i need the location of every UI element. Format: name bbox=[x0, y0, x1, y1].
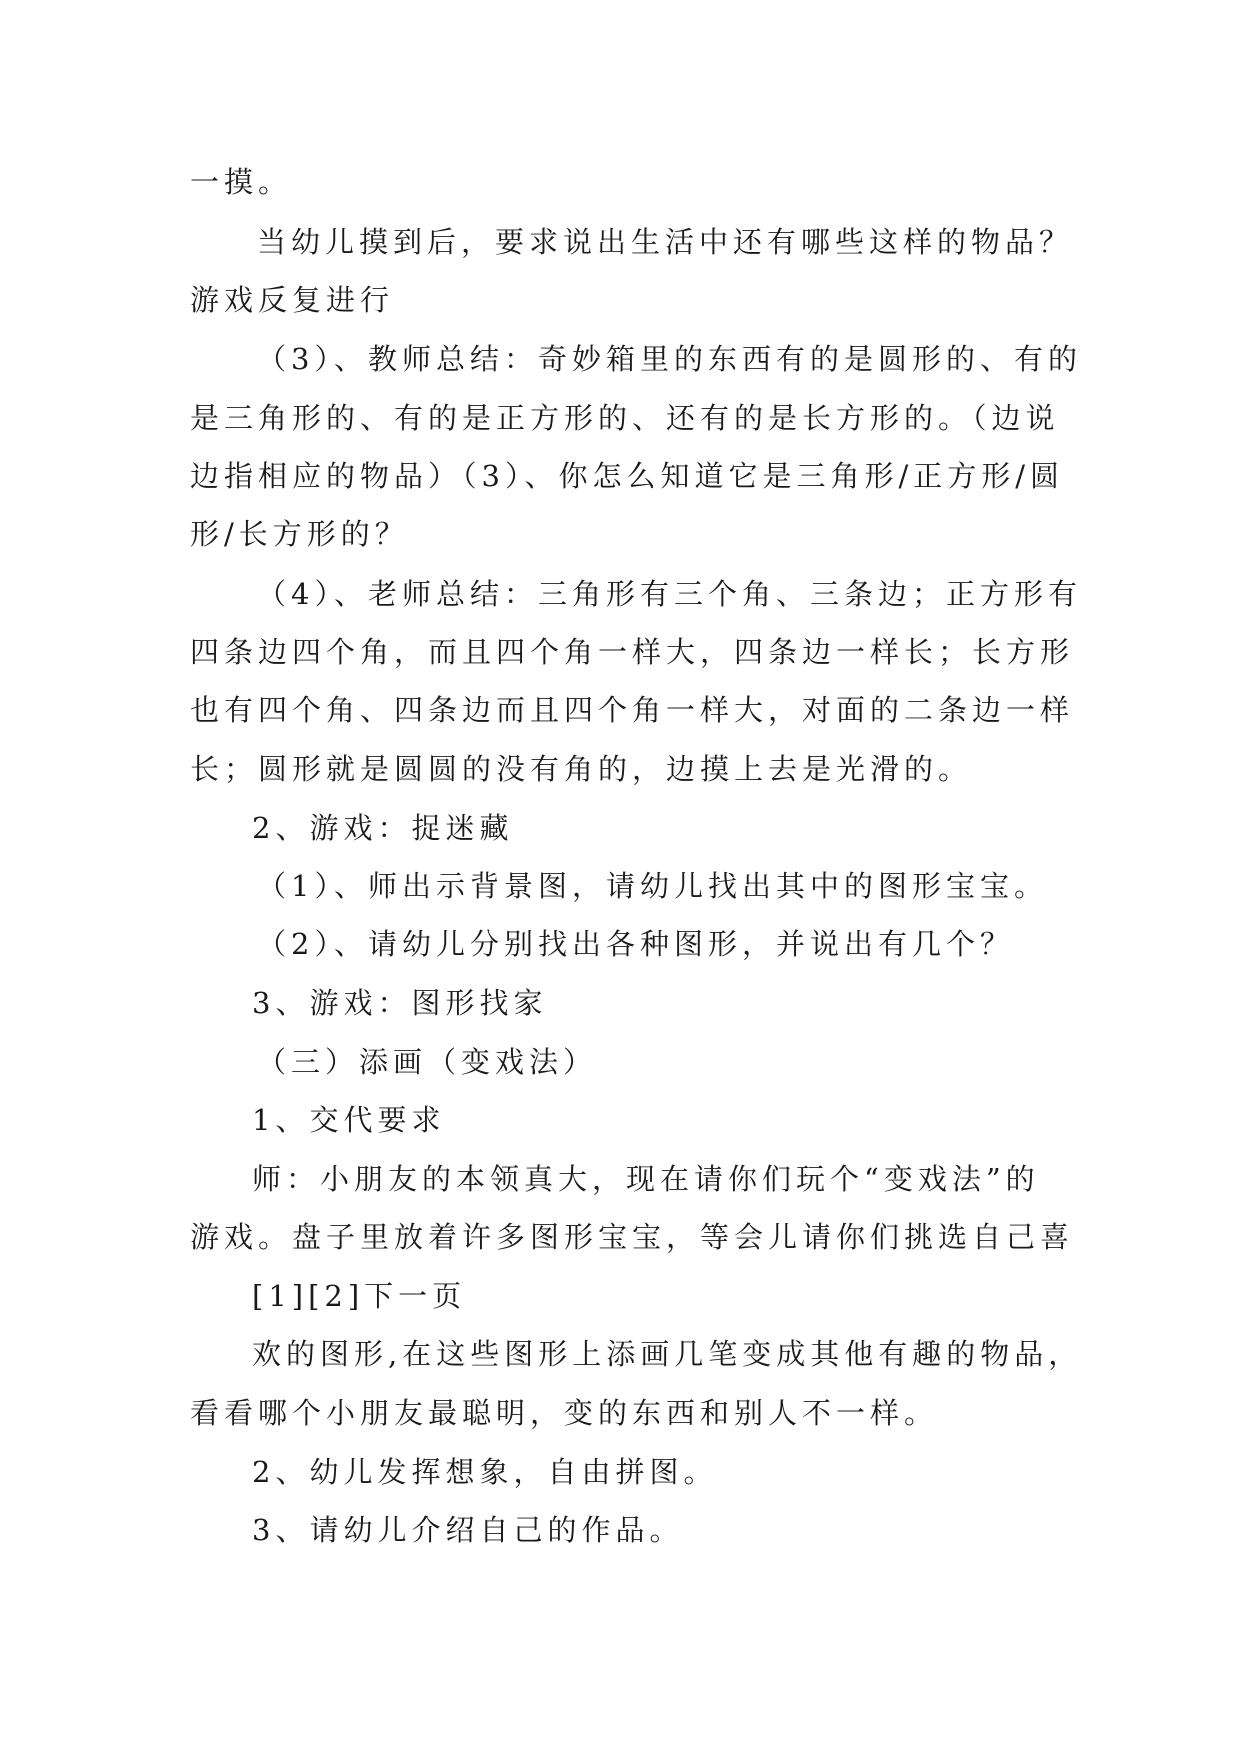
text-line: （3）、教师总结：奇妙箱里的东西有的是圆形的、有的 bbox=[257, 342, 1082, 376]
text-line: 看看哪个小朋友最聪明，变的东西和别人不一样。 bbox=[190, 1396, 939, 1430]
text-line: [1][2]下一页 bbox=[252, 1279, 467, 1313]
text-line: 3、请幼儿介绍自己的作品。 bbox=[252, 1513, 684, 1547]
text-line: 师：小朋友的本领真大，现在请你们玩个“变戏法”的 bbox=[252, 1162, 1040, 1196]
text-line: 游戏。盘子里放着许多图形宝宝，等会儿请你们挑选自己喜 bbox=[190, 1220, 1075, 1254]
text-line: 2、游戏：捉迷藏 bbox=[252, 811, 514, 845]
text-line: 当幼儿摸到后，要求说出生活中还有哪些这样的物品？ bbox=[257, 225, 1074, 259]
text-line: 四条边四个角，而且四个角一样大，四条边一样长；长方形 bbox=[190, 635, 1075, 669]
text-line: 是三角形的、有的是正方形的、还有的是长方形的。（边说 bbox=[190, 401, 1060, 435]
text-line: 也有四个角、四条边而且四个角一样大，对面的二条边一样 bbox=[190, 693, 1075, 727]
text-line: （2）、请幼儿分别找出各种图形，并说出有几个？ bbox=[257, 927, 1014, 961]
text-line: 2、幼儿发挥想象，自由拼图。 bbox=[252, 1455, 718, 1489]
text-line: 边指相应的物品）（3）、你怎么知道它是三角形/正方形/圆 bbox=[190, 459, 1064, 493]
text-line: 1、交代要求 bbox=[252, 1103, 446, 1137]
text-line: 形/长方形的？ bbox=[190, 517, 409, 551]
text-line: （1）、师出示背景图，请幼儿找出其中的图形宝宝。 bbox=[257, 869, 1048, 903]
text-line: 游戏反复进行 bbox=[190, 283, 395, 317]
text-line: （4）、老师总结：三角形有三个角、三条边；正方形有 bbox=[257, 577, 1082, 611]
text-line: （三）添画（变戏法） bbox=[257, 1045, 598, 1079]
text-line: 长；圆形就是圆圆的没有角的，边摸上去是光滑的。 bbox=[190, 752, 973, 786]
text-line: 一摸。 bbox=[190, 165, 293, 199]
text-line: 3、游戏：图形找家 bbox=[252, 986, 548, 1020]
text-line: 欢的图形,在这些图形上添画几笔变成其他有趣的物品， bbox=[252, 1337, 1083, 1371]
